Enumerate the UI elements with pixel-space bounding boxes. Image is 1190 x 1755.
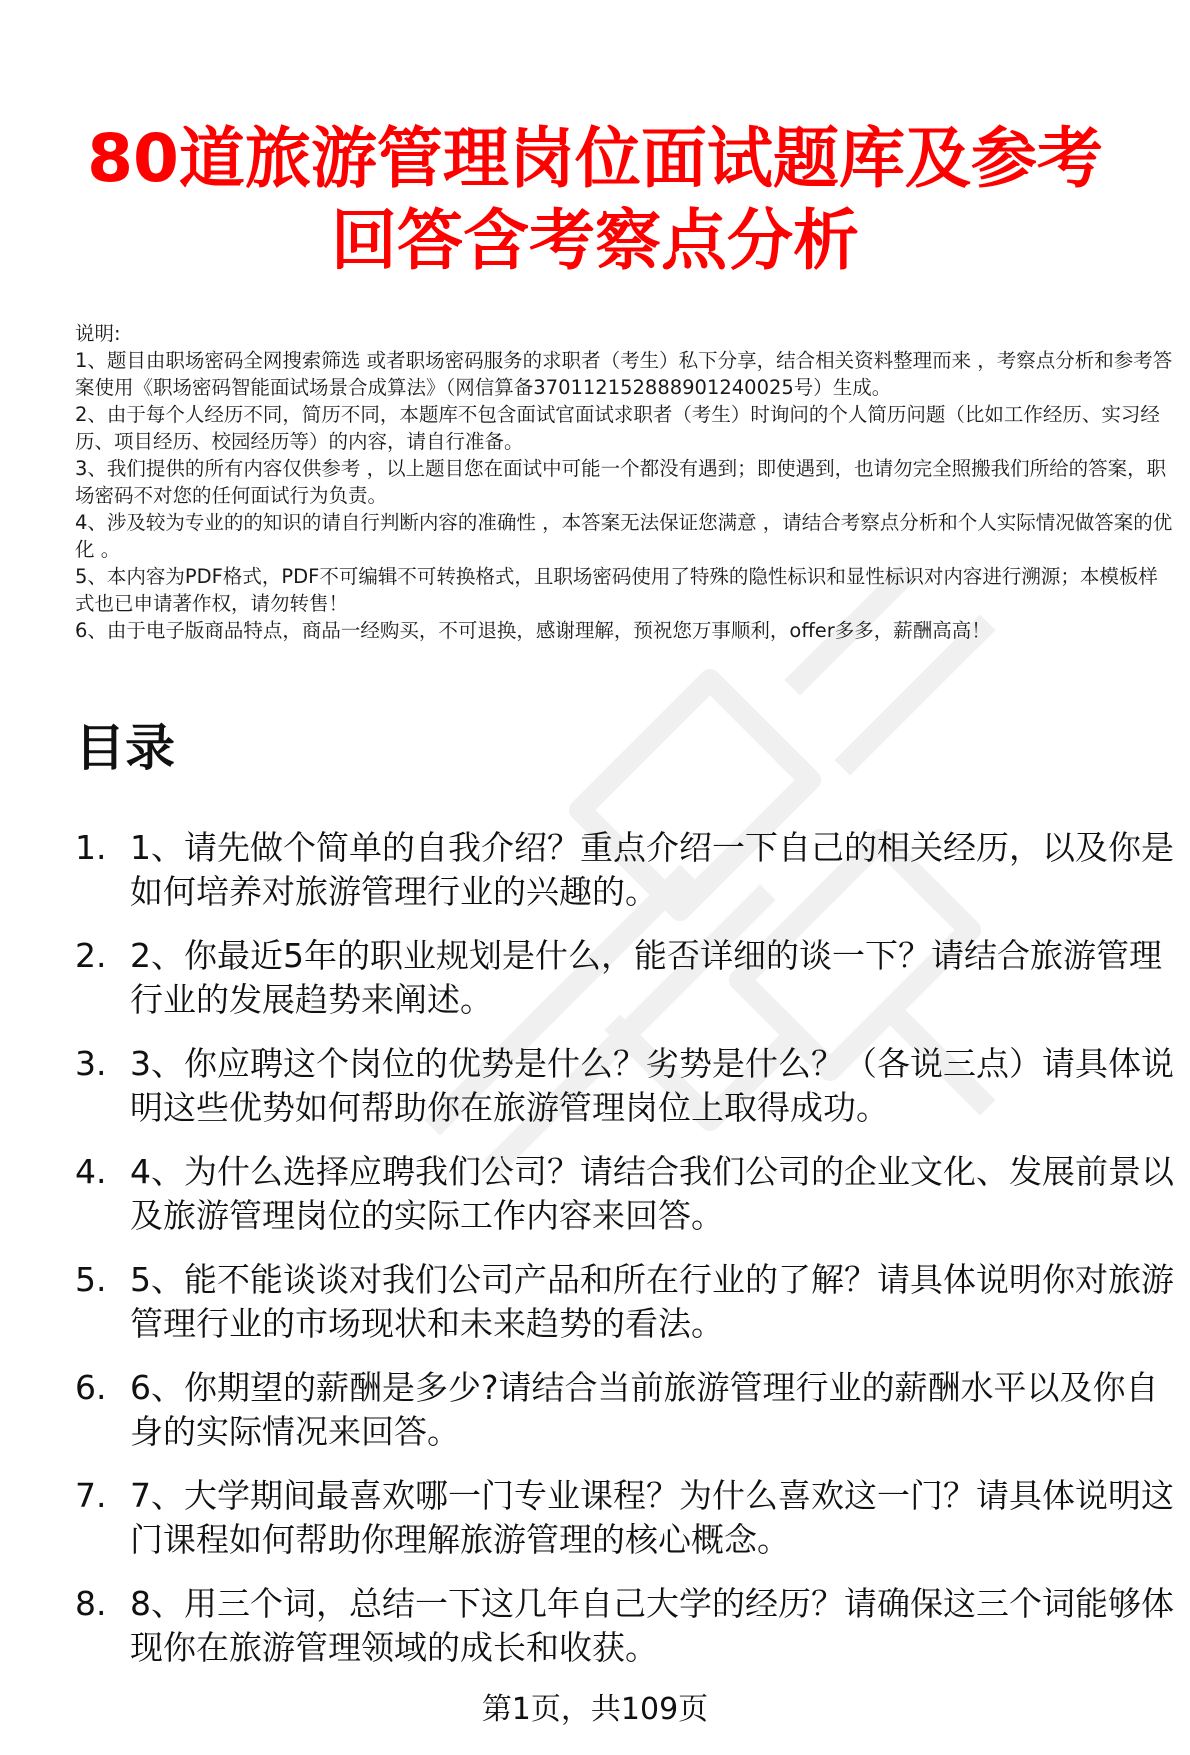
notes-item: 3、我们提供的所有内容仅供参考 ，以上题目您在面试中可能一个都没有遇到；即使遇到，也请勿完全照搬我们所给的答案，职场密码不对您的任何面试行为负责。	[75, 457, 1167, 507]
notes-item: 2、由于每个人经历不同，简历不同，本题库不包含面试官面试求职者（考生）时询问的个人简历问题（比如工作经历、实习经历、项目经历、校园经历等）的内容，请自行准备。	[75, 403, 1160, 453]
toc-item-number: 7.	[75, 1476, 107, 1515]
toc-item-text: 2、你最近5年的职业规划是什么，能否详细的谈一下？请结合旅游管理行业的发展趋势来阐述。	[130, 936, 1162, 1019]
toc-item[interactable]	[75, 1150, 1175, 1238]
notes-item: 1、题目由职场密码全网搜索筛选 或者职场密码服务的求职者（考生）私下分享，结合相关资料整理而来 ，考察点分析和参考答案使用《职场密码智能面试场景合成算法》（网信算备370112152888901240025号）生成。	[75, 349, 1173, 399]
toc-item-text: 6、你期望的薪酬是多少?请结合当前旅游管理行业的薪酬水平以及你自身的实际情况来回答。	[130, 1368, 1159, 1451]
notes-heading: 说明:	[75, 322, 121, 345]
notes-item: 4、涉及较为专业的的知识的请自行判断内容的准确性 ，本答案无法保证您满意 ，请结合考察点分析和个人实际情况做答案的优化 。	[75, 511, 1173, 561]
toc-item-number: 8.	[75, 1584, 107, 1623]
toc-item[interactable]	[75, 934, 1175, 1022]
toc-item-number: 5.	[75, 1260, 107, 1299]
toc-item-text: 3、你应聘这个岗位的优势是什么？劣势是什么？（各说三点）请具体说明这些优势如何帮助你在旅游管理岗位上取得成功。	[130, 1044, 1174, 1127]
toc-item[interactable]	[75, 1258, 1175, 1346]
document-title: 80道旅游管理岗位面试题库及参考回答含考察点分析	[87, 120, 1103, 279]
toc-item[interactable]	[75, 1366, 1175, 1454]
toc-item-number: 2.	[75, 936, 107, 975]
toc-item-text: 8、用三个词，总结一下这几年自己大学的经历？请确保这三个词能够体现你在旅游管理领域的成长和收获。	[130, 1584, 1174, 1667]
toc-item[interactable]	[75, 826, 1175, 914]
toc-item-number: 3.	[75, 1044, 107, 1083]
toc-item-text: 4、为什么选择应聘我们公司？请结合我们公司的企业文化、发展前景以及旅游管理岗位的实际工作内容来回答。	[130, 1152, 1174, 1235]
page-footer: 第1页，共109页	[481, 1692, 709, 1727]
toc-list	[75, 826, 1175, 1690]
notes-item: 6、由于电子版商品特点，商品一经购买，不可退换，感谢理解，预祝您万事顺利，offer多多，薪酬高高！	[75, 619, 991, 642]
toc-item[interactable]	[75, 1042, 1175, 1130]
toc-heading: 目录	[75, 719, 175, 777]
toc-item-number: 4.	[75, 1152, 107, 1191]
toc-item-number: 6.	[75, 1368, 107, 1407]
toc-item[interactable]	[75, 1582, 1175, 1670]
toc-item-text: 1、请先做个简单的自我介绍？重点介绍一下自己的相关经历，以及你是如何培养对旅游管理行业的兴趣的。	[130, 828, 1174, 911]
toc-item-text: 5、能不能谈谈对我们公司产品和所在行业的了解？请具体说明你对旅游管理行业的市场现状和未来趋势的看法。	[130, 1260, 1174, 1343]
toc-item-text: 7、大学期间最喜欢哪一门专业课程？为什么喜欢这一门？请具体说明这门课程如何帮助你理解旅游管理的核心概念。	[130, 1476, 1174, 1559]
toc-item-number: 1.	[75, 828, 107, 867]
notes-item: 5、本内容为PDF格式，PDF不可编辑不可转换格式，且职场密码使用了特殊的隐性标识和显性标识对内容进行溯源；本模板样式也已申请著作权，请勿转售！	[75, 565, 1158, 615]
toc-item[interactable]	[75, 1474, 1175, 1562]
notes-section	[75, 320, 1175, 644]
